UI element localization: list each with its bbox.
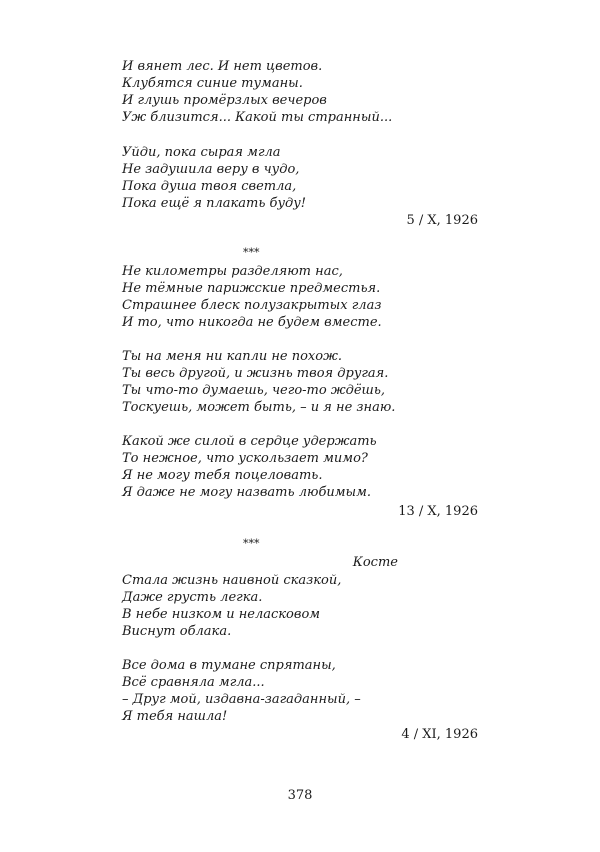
- poem-line: Стала жизнь наивной сказкой,: [122, 573, 342, 588]
- poem-line: Не тёмные парижские предместья.: [122, 281, 381, 296]
- poem-line: В небе низком и неласковом: [122, 607, 321, 622]
- poem-line: Все дома в тумане спрятаны,: [122, 658, 336, 673]
- poem-line: Тоскуешь, может быть, – и я не знаю.: [122, 400, 396, 415]
- poem-line: Уж близится... Какой ты странный...: [122, 110, 393, 125]
- poem-line: Страшнее блеск полузакрытых глаз: [122, 298, 382, 313]
- poem-line: Какой же силой в сердце удержать: [122, 434, 377, 449]
- poem-date: 5 / X, 1926: [406, 213, 478, 228]
- poem-line: – Друг мой, издавна-загаданный, –: [122, 692, 361, 707]
- poem-dedication: Косте: [352, 555, 398, 570]
- poem-line: Я не могу тебя поцеловать.: [122, 468, 323, 483]
- poem-line: Я даже не могу назвать любимым.: [122, 485, 372, 500]
- poem-line: И то, что никогда не будем вместе.: [122, 315, 382, 330]
- poem-line: Не задушила веру в чудо,: [122, 162, 300, 177]
- poem-line: Всё сравняла мгла...: [122, 675, 265, 690]
- poem-line: Ты весь другой, и жизнь твоя другая.: [122, 366, 389, 381]
- poem-line: Я тебя нашла!: [122, 709, 228, 724]
- poem-line: Пока душа твоя светла,: [122, 179, 297, 194]
- poem-line: Не километры разделяют нас,: [122, 264, 343, 279]
- poem-line: Виснут облака.: [122, 624, 232, 639]
- poem-line: И вянет лес. И нет цветов.: [122, 59, 323, 74]
- poem-line: То нежное, что ускользает мимо?: [122, 451, 368, 466]
- poem-line: Ты на меня ни капли не похож.: [122, 349, 343, 364]
- poem-date: 13 / X, 1926: [398, 504, 478, 519]
- poem-line: И глушь промёрзлых вечеров: [122, 93, 327, 108]
- poem-line: Пока ещё я плакать буду!: [122, 196, 307, 211]
- page-number: 378: [287, 788, 313, 803]
- poem-line: Уйди, пока сырая мгла: [122, 145, 281, 160]
- poem-line: Даже грусть легка.: [122, 590, 263, 605]
- poem-line: Клубятся синие туманы.: [122, 76, 303, 91]
- poem-line: Ты что-то думаешь, чего-то ждёшь,: [122, 383, 386, 398]
- section-separator: ***: [243, 246, 260, 259]
- section-separator: ***: [243, 537, 260, 550]
- poem-date: 4 / XI, 1926: [401, 727, 478, 742]
